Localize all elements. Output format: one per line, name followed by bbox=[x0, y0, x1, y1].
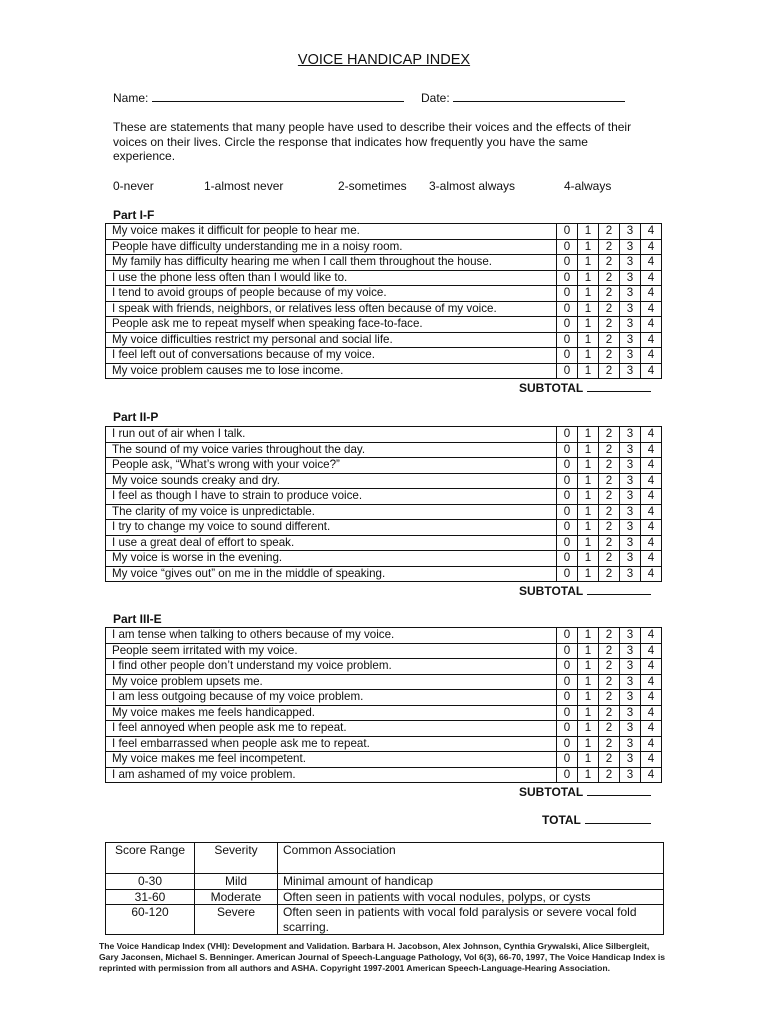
response-option-1[interactable]: 1 bbox=[578, 473, 599, 489]
response-option-0[interactable]: 0 bbox=[557, 427, 578, 443]
response-option-1[interactable]: 1 bbox=[578, 504, 599, 520]
item-statement: My voice difficulties restrict my personal and social life. bbox=[106, 332, 557, 348]
response-option-4[interactable]: 4 bbox=[641, 767, 662, 783]
severity-cell: Mild bbox=[195, 874, 278, 890]
response-option-4[interactable]: 4 bbox=[641, 628, 662, 644]
response-option-2[interactable]: 2 bbox=[599, 255, 620, 271]
response-option-1[interactable]: 1 bbox=[578, 520, 599, 536]
response-option-1[interactable]: 1 bbox=[578, 255, 599, 271]
response-option-1[interactable]: 1 bbox=[578, 239, 599, 255]
response-option-2[interactable]: 2 bbox=[599, 286, 620, 302]
item-statement: People ask me to repeat myself when speaking face-to-face. bbox=[106, 317, 557, 333]
name-input-line[interactable] bbox=[152, 88, 404, 102]
response-option-4[interactable]: 4 bbox=[641, 643, 662, 659]
response-option-4[interactable]: 4 bbox=[641, 427, 662, 443]
subtotal-label: SUBTOTAL bbox=[519, 584, 584, 598]
response-option-0[interactable]: 0 bbox=[557, 458, 578, 474]
response-option-3[interactable]: 3 bbox=[620, 317, 641, 333]
response-option-2[interactable]: 2 bbox=[599, 427, 620, 443]
date-field[interactable] bbox=[421, 88, 625, 105]
response-option-4[interactable]: 4 bbox=[641, 674, 662, 690]
response-option-3[interactable]: 3 bbox=[620, 224, 641, 240]
response-option-2[interactable]: 2 bbox=[599, 348, 620, 364]
response-option-1[interactable]: 1 bbox=[578, 736, 599, 752]
response-option-2[interactable]: 2 bbox=[599, 504, 620, 520]
subtotal-line bbox=[519, 784, 651, 799]
severity-header-row bbox=[106, 843, 664, 874]
response-option-3[interactable]: 3 bbox=[620, 332, 641, 348]
response-option-1[interactable]: 1 bbox=[578, 270, 599, 286]
response-option-4[interactable]: 4 bbox=[641, 458, 662, 474]
item-row bbox=[106, 566, 662, 582]
response-option-3[interactable]: 3 bbox=[620, 489, 641, 505]
part-title: Part I-F bbox=[113, 208, 155, 222]
subtotal-blank[interactable] bbox=[587, 380, 651, 392]
item-statement: My voice “gives out” on me in the middle of speaking. bbox=[106, 566, 557, 582]
item-row bbox=[106, 674, 662, 690]
response-option-0[interactable]: 0 bbox=[557, 224, 578, 240]
total-blank[interactable] bbox=[585, 812, 651, 824]
name-field[interactable] bbox=[113, 88, 404, 105]
item-row bbox=[106, 317, 662, 333]
page-title: VOICE HANDICAP INDEX bbox=[297, 52, 471, 68]
response-option-4[interactable]: 4 bbox=[641, 659, 662, 675]
response-option-4[interactable]: 4 bbox=[641, 348, 662, 364]
response-option-2[interactable]: 2 bbox=[599, 643, 620, 659]
response-option-4[interactable]: 4 bbox=[641, 255, 662, 271]
response-option-0[interactable]: 0 bbox=[557, 332, 578, 348]
item-row bbox=[106, 224, 662, 240]
response-option-1[interactable]: 1 bbox=[578, 286, 599, 302]
response-option-0[interactable]: 0 bbox=[557, 520, 578, 536]
response-option-1[interactable]: 1 bbox=[578, 363, 599, 379]
item-row bbox=[106, 255, 662, 271]
item-statement: People ask, “What’s wrong with your voice?” bbox=[106, 458, 557, 474]
response-option-2[interactable]: 2 bbox=[599, 332, 620, 348]
header-score-range: Score Range bbox=[106, 843, 195, 874]
response-option-3[interactable]: 3 bbox=[620, 721, 641, 737]
response-option-4[interactable]: 4 bbox=[641, 301, 662, 317]
response-option-3[interactable]: 3 bbox=[620, 752, 641, 768]
response-option-2[interactable]: 2 bbox=[599, 239, 620, 255]
instructions: These are statements that many people have used to describe their voices and the effects of their voices on their lives. Circle the response that indicates how frequently you have the same experience. bbox=[113, 120, 632, 164]
item-row bbox=[106, 767, 662, 783]
item-statement: My voice makes me feels handicapped. bbox=[106, 705, 557, 721]
response-option-3[interactable]: 3 bbox=[620, 628, 641, 644]
response-option-4[interactable]: 4 bbox=[641, 690, 662, 706]
severity-table bbox=[105, 842, 664, 935]
response-option-3[interactable]: 3 bbox=[620, 551, 641, 567]
subtotal-line bbox=[519, 380, 651, 395]
scale-2: 2-sometimes bbox=[338, 179, 407, 193]
item-row bbox=[106, 705, 662, 721]
response-option-1[interactable]: 1 bbox=[578, 674, 599, 690]
response-option-1[interactable]: 1 bbox=[578, 721, 599, 737]
response-option-4[interactable]: 4 bbox=[641, 473, 662, 489]
association-cell: Often seen in patients with vocal fold paralysis or severe vocal fold scarring. bbox=[278, 905, 664, 935]
response-option-0[interactable]: 0 bbox=[557, 690, 578, 706]
response-option-0[interactable]: 0 bbox=[557, 721, 578, 737]
subtotal-label: SUBTOTAL bbox=[519, 785, 584, 799]
response-option-0[interactable]: 0 bbox=[557, 643, 578, 659]
response-option-1[interactable]: 1 bbox=[578, 535, 599, 551]
response-option-0[interactable]: 0 bbox=[557, 551, 578, 567]
response-option-2[interactable]: 2 bbox=[599, 473, 620, 489]
severity-row bbox=[106, 905, 664, 935]
item-row bbox=[106, 286, 662, 302]
response-option-1[interactable]: 1 bbox=[578, 551, 599, 567]
item-statement: I am less outgoing because of my voice problem. bbox=[106, 690, 557, 706]
item-row bbox=[106, 520, 662, 536]
response-option-1[interactable]: 1 bbox=[578, 659, 599, 675]
response-option-2[interactable]: 2 bbox=[599, 705, 620, 721]
response-option-2[interactable]: 2 bbox=[599, 535, 620, 551]
item-statement: My family has difficulty hearing me when I call them throughout the house. bbox=[106, 255, 557, 271]
item-statement: I use a great deal of effort to speak. bbox=[106, 535, 557, 551]
response-option-1[interactable]: 1 bbox=[578, 643, 599, 659]
response-option-4[interactable]: 4 bbox=[641, 752, 662, 768]
item-statement: I use the phone less often than I would like to. bbox=[106, 270, 557, 286]
response-option-2[interactable]: 2 bbox=[599, 767, 620, 783]
response-option-2[interactable]: 2 bbox=[599, 690, 620, 706]
response-option-4[interactable]: 4 bbox=[641, 736, 662, 752]
response-option-0[interactable]: 0 bbox=[557, 270, 578, 286]
response-option-0[interactable]: 0 bbox=[557, 363, 578, 379]
response-option-3[interactable]: 3 bbox=[620, 473, 641, 489]
item-row bbox=[106, 332, 662, 348]
response-option-4[interactable]: 4 bbox=[641, 442, 662, 458]
item-statement: I feel embarrassed when people ask me to repeat. bbox=[106, 736, 557, 752]
scale-1: 1-almost never bbox=[204, 179, 284, 193]
response-option-1[interactable]: 1 bbox=[578, 317, 599, 333]
response-option-1[interactable]: 1 bbox=[578, 442, 599, 458]
response-option-2[interactable]: 2 bbox=[599, 566, 620, 582]
response-option-3[interactable]: 3 bbox=[620, 363, 641, 379]
scale-0: 0-never bbox=[113, 179, 154, 193]
response-option-4[interactable]: 4 bbox=[641, 566, 662, 582]
item-row bbox=[106, 690, 662, 706]
response-option-3[interactable]: 3 bbox=[620, 458, 641, 474]
response-option-2[interactable]: 2 bbox=[599, 363, 620, 379]
item-statement: My voice makes me feel incompetent. bbox=[106, 752, 557, 768]
response-option-2[interactable]: 2 bbox=[599, 224, 620, 240]
response-option-2[interactable]: 2 bbox=[599, 270, 620, 286]
response-option-3[interactable]: 3 bbox=[620, 705, 641, 721]
response-option-1[interactable]: 1 bbox=[578, 332, 599, 348]
response-option-0[interactable]: 0 bbox=[557, 705, 578, 721]
association-cell: Minimal amount of handicap bbox=[278, 874, 664, 890]
response-option-2[interactable]: 2 bbox=[599, 721, 620, 737]
response-option-0[interactable]: 0 bbox=[557, 504, 578, 520]
response-option-4[interactable]: 4 bbox=[641, 535, 662, 551]
response-option-3[interactable]: 3 bbox=[620, 255, 641, 271]
response-option-3[interactable]: 3 bbox=[620, 301, 641, 317]
response-option-0[interactable]: 0 bbox=[557, 317, 578, 333]
response-option-2[interactable]: 2 bbox=[599, 752, 620, 768]
total-line bbox=[542, 812, 651, 827]
response-option-0[interactable]: 0 bbox=[557, 674, 578, 690]
item-statement: I run out of air when I talk. bbox=[106, 427, 557, 443]
item-row bbox=[106, 363, 662, 379]
response-option-0[interactable]: 0 bbox=[557, 301, 578, 317]
item-row bbox=[106, 659, 662, 675]
scale-4: 4-always bbox=[564, 179, 612, 193]
item-row bbox=[106, 473, 662, 489]
item-row bbox=[106, 721, 662, 737]
response-option-0[interactable]: 0 bbox=[557, 239, 578, 255]
response-option-4[interactable]: 4 bbox=[641, 270, 662, 286]
item-statement: I feel left out of conversations because of my voice. bbox=[106, 348, 557, 364]
item-row bbox=[106, 752, 662, 768]
item-row bbox=[106, 736, 662, 752]
response-option-0[interactable]: 0 bbox=[557, 752, 578, 768]
item-statement: The clarity of my voice is unpredictable. bbox=[106, 504, 557, 520]
response-option-0[interactable]: 0 bbox=[557, 566, 578, 582]
subtotal-label: SUBTOTAL bbox=[519, 381, 584, 395]
response-option-0[interactable]: 0 bbox=[557, 535, 578, 551]
score-range-cell: 60-120 bbox=[106, 905, 195, 935]
response-option-3[interactable]: 3 bbox=[620, 286, 641, 302]
response-option-2[interactable]: 2 bbox=[599, 674, 620, 690]
response-option-2[interactable]: 2 bbox=[599, 442, 620, 458]
part-title: Part II-P bbox=[113, 410, 159, 424]
response-option-4[interactable]: 4 bbox=[641, 224, 662, 240]
item-row bbox=[106, 301, 662, 317]
response-option-3[interactable]: 3 bbox=[620, 674, 641, 690]
item-statement: I feel annoyed when people ask me to repeat. bbox=[106, 721, 557, 737]
item-row bbox=[106, 239, 662, 255]
response-option-3[interactable]: 3 bbox=[620, 270, 641, 286]
date-label: Date: bbox=[421, 91, 450, 105]
citation-footnote: The Voice Handicap Index (VHI): Development and Validation. Barbara H. Jacobson, Alex Johnson, Cynthia Grywalski, Alice Silbergleit, Gary Jaconsen, Michael S. Benninger. American Journal of Speech-Language Pathology, Vol 6(3), 66-70, 1997, The Voice Handicap Index is reprinted with permission from all authors and ASHA. Copyright 1997-2001 American Speech-Language-Hearing Association. bbox=[99, 941, 666, 973]
part-items-table bbox=[105, 627, 662, 783]
response-option-2[interactable]: 2 bbox=[599, 489, 620, 505]
severity-cell: Severe bbox=[195, 905, 278, 935]
response-option-1[interactable]: 1 bbox=[578, 348, 599, 364]
response-option-0[interactable]: 0 bbox=[557, 767, 578, 783]
response-option-0[interactable]: 0 bbox=[557, 489, 578, 505]
severity-row bbox=[106, 874, 664, 890]
item-row bbox=[106, 442, 662, 458]
response-option-2[interactable]: 2 bbox=[599, 736, 620, 752]
subtotal-blank[interactable] bbox=[587, 583, 651, 595]
response-option-1[interactable]: 1 bbox=[578, 690, 599, 706]
item-statement: I find other people don’t understand my voice problem. bbox=[106, 659, 557, 675]
response-option-2[interactable]: 2 bbox=[599, 551, 620, 567]
response-option-4[interactable]: 4 bbox=[641, 286, 662, 302]
item-statement: My voice sounds creaky and dry. bbox=[106, 473, 557, 489]
response-option-1[interactable]: 1 bbox=[578, 752, 599, 768]
response-option-1[interactable]: 1 bbox=[578, 767, 599, 783]
item-statement: My voice problem causes me to lose income. bbox=[106, 363, 557, 379]
response-option-0[interactable]: 0 bbox=[557, 736, 578, 752]
response-option-2[interactable]: 2 bbox=[599, 317, 620, 333]
response-option-3[interactable]: 3 bbox=[620, 566, 641, 582]
subtotal-line bbox=[519, 583, 651, 598]
response-option-1[interactable]: 1 bbox=[578, 301, 599, 317]
response-option-4[interactable]: 4 bbox=[641, 721, 662, 737]
response-option-0[interactable]: 0 bbox=[557, 473, 578, 489]
score-range-cell: 31-60 bbox=[106, 889, 195, 905]
response-option-3[interactable]: 3 bbox=[620, 427, 641, 443]
item-statement: My voice makes it difficult for people to hear me. bbox=[106, 224, 557, 240]
header-common-association: Common Association bbox=[278, 843, 664, 874]
header-severity: Severity bbox=[195, 843, 278, 874]
subtotal-blank[interactable] bbox=[587, 784, 651, 796]
response-option-0[interactable]: 0 bbox=[557, 659, 578, 675]
item-row bbox=[106, 270, 662, 286]
item-statement: People seem irritated with my voice. bbox=[106, 643, 557, 659]
response-option-4[interactable]: 4 bbox=[641, 551, 662, 567]
response-option-3[interactable]: 3 bbox=[620, 736, 641, 752]
response-option-4[interactable]: 4 bbox=[641, 363, 662, 379]
item-statement: I am tense when talking to others because of my voice. bbox=[106, 628, 557, 644]
response-option-1[interactable]: 1 bbox=[578, 489, 599, 505]
item-statement: I try to change my voice to sound different. bbox=[106, 520, 557, 536]
response-option-3[interactable]: 3 bbox=[620, 643, 641, 659]
response-option-1[interactable]: 1 bbox=[578, 628, 599, 644]
item-row bbox=[106, 628, 662, 644]
response-option-3[interactable]: 3 bbox=[620, 535, 641, 551]
response-option-2[interactable]: 2 bbox=[599, 659, 620, 675]
response-option-3[interactable]: 3 bbox=[620, 442, 641, 458]
response-option-4[interactable]: 4 bbox=[641, 504, 662, 520]
response-option-2[interactable]: 2 bbox=[599, 628, 620, 644]
item-row bbox=[106, 427, 662, 443]
response-option-3[interactable]: 3 bbox=[620, 767, 641, 783]
score-range-cell: 0-30 bbox=[106, 874, 195, 890]
item-row bbox=[106, 348, 662, 364]
name-label: Name: bbox=[113, 91, 149, 105]
association-cell: Often seen in patients with vocal nodules, polyps, or cysts bbox=[278, 889, 664, 905]
response-option-0[interactable]: 0 bbox=[557, 286, 578, 302]
item-statement: I am ashamed of my voice problem. bbox=[106, 767, 557, 783]
response-option-3[interactable]: 3 bbox=[620, 520, 641, 536]
item-row bbox=[106, 489, 662, 505]
part-items-table bbox=[105, 426, 662, 582]
response-option-2[interactable]: 2 bbox=[599, 520, 620, 536]
response-option-4[interactable]: 4 bbox=[641, 705, 662, 721]
severity-cell: Moderate bbox=[195, 889, 278, 905]
severity-row bbox=[106, 889, 664, 905]
response-option-1[interactable]: 1 bbox=[578, 224, 599, 240]
response-option-0[interactable]: 0 bbox=[557, 442, 578, 458]
response-option-0[interactable]: 0 bbox=[557, 348, 578, 364]
response-option-1[interactable]: 1 bbox=[578, 566, 599, 582]
response-option-4[interactable]: 4 bbox=[641, 332, 662, 348]
item-row bbox=[106, 458, 662, 474]
response-option-4[interactable]: 4 bbox=[641, 317, 662, 333]
item-statement: I tend to avoid groups of people because of my voice. bbox=[106, 286, 557, 302]
item-statement: I feel as though I have to strain to produce voice. bbox=[106, 489, 557, 505]
response-option-4[interactable]: 4 bbox=[641, 239, 662, 255]
response-option-4[interactable]: 4 bbox=[641, 520, 662, 536]
response-option-3[interactable]: 3 bbox=[620, 239, 641, 255]
item-statement: People have difficulty understanding me in a noisy room. bbox=[106, 239, 557, 255]
response-option-0[interactable]: 0 bbox=[557, 628, 578, 644]
response-option-2[interactable]: 2 bbox=[599, 458, 620, 474]
total-label: TOTAL bbox=[542, 813, 581, 827]
part-items-table bbox=[105, 223, 662, 379]
response-option-3[interactable]: 3 bbox=[620, 659, 641, 675]
part-title: Part III-E bbox=[113, 612, 162, 626]
response-option-1[interactable]: 1 bbox=[578, 705, 599, 721]
response-option-1[interactable]: 1 bbox=[578, 427, 599, 443]
response-option-0[interactable]: 0 bbox=[557, 255, 578, 271]
item-statement: My voice problem upsets me. bbox=[106, 674, 557, 690]
response-option-4[interactable]: 4 bbox=[641, 489, 662, 505]
item-row bbox=[106, 643, 662, 659]
item-statement: The sound of my voice varies throughout the day. bbox=[106, 442, 557, 458]
item-row bbox=[106, 504, 662, 520]
response-option-2[interactable]: 2 bbox=[599, 301, 620, 317]
response-option-3[interactable]: 3 bbox=[620, 504, 641, 520]
item-statement: I speak with friends, neighbors, or relatives less often because of my voice. bbox=[106, 301, 557, 317]
scale-3: 3-almost always bbox=[429, 179, 516, 193]
item-row bbox=[106, 551, 662, 567]
item-statement: My voice is worse in the evening. bbox=[106, 551, 557, 567]
response-option-3[interactable]: 3 bbox=[620, 348, 641, 364]
item-row bbox=[106, 535, 662, 551]
response-option-3[interactable]: 3 bbox=[620, 690, 641, 706]
response-option-1[interactable]: 1 bbox=[578, 458, 599, 474]
date-input-line[interactable] bbox=[453, 88, 625, 102]
